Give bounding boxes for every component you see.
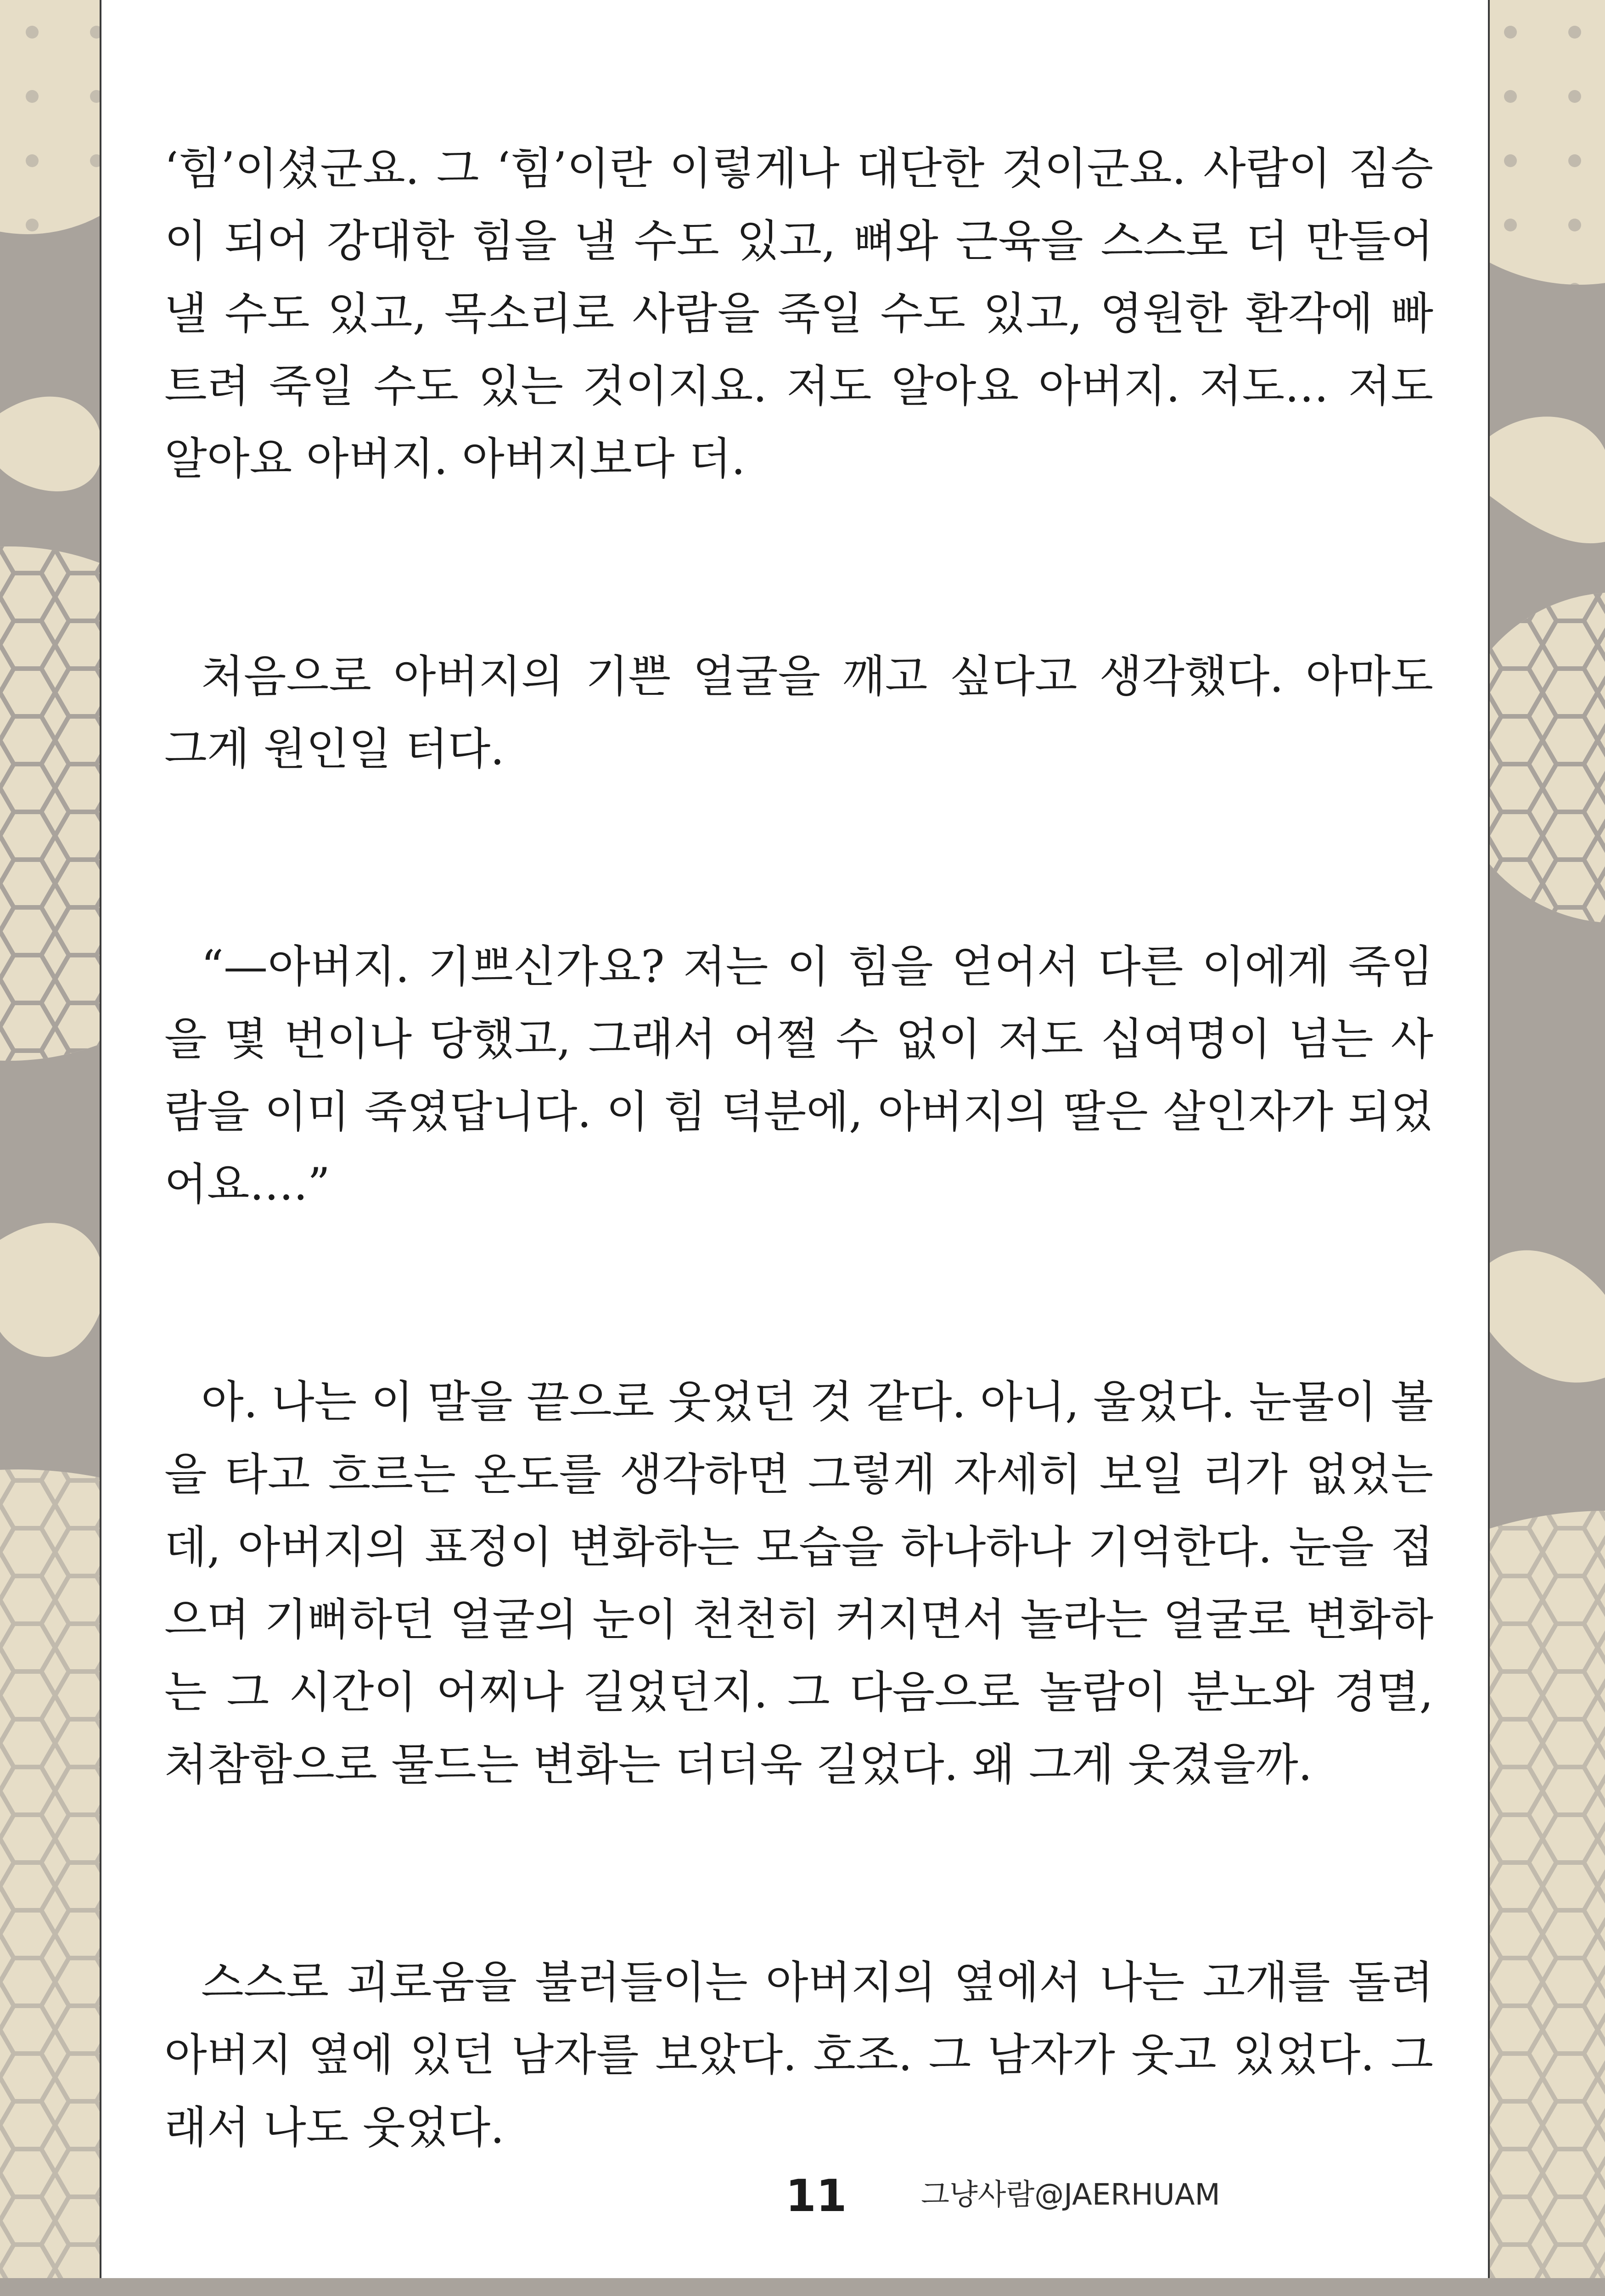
page-sheet: [100, 0, 1490, 2278]
paragraph-1: ‘힘’이셨군요. 그 ‘힘’이란 이렇게나 대단한 것이군요. 사람이 짐승이 되어 강대한 힘을 낼 수도 있고, 뼈와 근육을 스스로 더 만들어낼 수도 있고, 목소리로 사람을 죽일 수도 있고, 영원한 환각에 빠트려 죽일 수도 있는 것이지요. 저도 알아요 아버지. 저도… 저도 알아요 아버지. 아버지보다 더.: [164, 143, 1433, 484]
paragraph-2: 처음으로 아버지의 기쁜 얼굴을 깨고 싶다고 생각했다. 아마도 그게 원인일 터다.: [164, 651, 1433, 775]
paragraph-5: 스스로 괴로움을 불러들이는 아버지의 옆에서 나는 고개를 돌려 아버지 옆에 있던 남자를 보았다. 호조. 그 남자가 웃고 있었다. 그래서 나도 웃었다.: [164, 1957, 1433, 2153]
author-credit: 그냥사람@JAERHUAM: [921, 2178, 1220, 2212]
page-number: 11: [786, 2170, 847, 2222]
body-text: [164, 132, 1433, 2296]
paragraph-3: “—아버지. 기쁘신가요? 저는 이 힘을 얻어서 다른 이에게 죽임을 몇 번이나 당했고, 그래서 어쩔 수 없이 저도 십여명이 넘는 사람을 이미 죽였답니다. 이 힘 덕분에, 아버지의 딸은 살인자가 되었어요….”: [164, 941, 1433, 1210]
paragraph-4: 아. 나는 이 말을 끝으로 웃었던 것 같다. 아니, 울었다. 눈물이 볼을 타고 흐르는 온도를 생각하면 그렇게 자세히 보일 리가 없었는데, 아버지의 표정이 변화하는 모습을 하나하나 기억한다. 눈을 접으며 기뻐하던 얼굴의 눈이 천천히 커지면서 놀라는 얼굴로 변화하는 그 시간이 어찌나 길었던지. 그 다음으로 놀람이 분노와 경멸, 처참함으로 물드는 변화는 더더욱 길었다. 왜 그게 웃겼을까.: [164, 1376, 1433, 1790]
